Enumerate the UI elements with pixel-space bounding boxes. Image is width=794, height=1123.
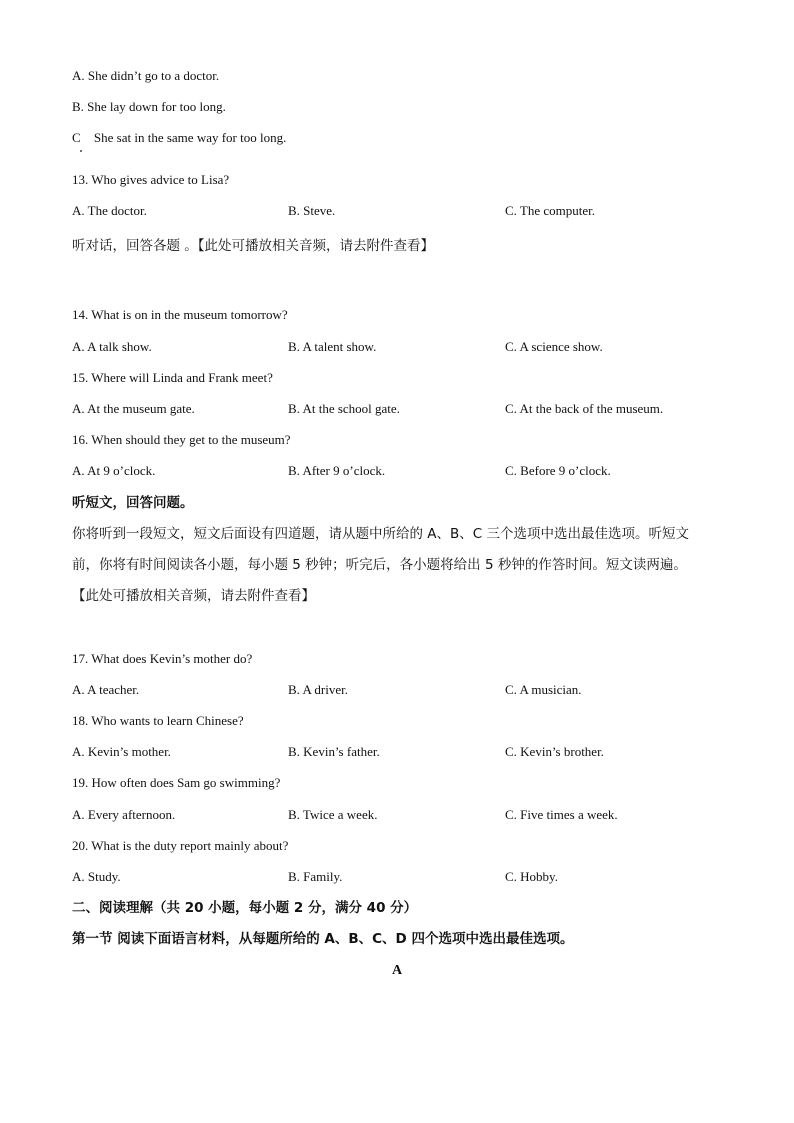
q13-option-c: C. The computer. [505,203,596,218]
q18-option-b: B. Kevin’s father. [288,744,380,759]
passage-instruction-line-1: 你将听到一段短文，短文后面设有四道题，请从题中所给的 A、B、C 三个选项中选出最佳选项。听短文 [72,526,690,542]
q17-option-a: A. A teacher. [72,682,140,697]
reading-heading: 二、阅读理解（共 20 小题，每小题 2 分，满分 40 分） [72,900,418,916]
q16-option-a: A. At 9 o’clock. [72,463,156,478]
q16-option-b: B. After 9 o’clock. [288,463,386,478]
q19-option-c: C. Five times a week. [505,807,618,822]
q13-option-a: A. The doctor. [72,203,147,218]
passage-instruction-line-2: 前，你将有时间阅读各小题，每小题 5 秒钟；听完后，各小题将给出 5 秒钟的作答时间。短文读两遍。 [72,557,687,573]
q15-option-a: A. At the museum gate. [72,401,195,416]
q14-option-a: A. A talk show. [72,339,152,354]
q15-option-c: C. At the back of the museum. [505,401,664,416]
q12-option-a: A. She didn’t go to a doctor. [72,68,220,83]
q18-option-a: A. Kevin’s mother. [72,744,171,759]
q20-option-a: A. Study. [72,869,121,884]
q14-question: 14. What is on in the museum tomorrow? [72,307,288,322]
passage-label: A [391,963,403,978]
q19-question: 19. How often does Sam go swimming? [72,775,281,790]
q12-option-c [72,130,286,146]
q20-option-b: B. Family. [288,869,343,884]
q19-option-a: A. Every afternoon. [72,807,176,822]
passage-heading: 听短文，回答问题。 [72,495,194,511]
dialogue-instruction: 听对话，回答各题 。【此处可播放相关音频，请去附件查看】 [72,238,435,254]
q17-option-c: C. A musician. [505,682,582,697]
q13-question: 13. Who gives advice to Lisa? [72,172,230,187]
q15-question: 15. Where will Linda and Frank meet? [72,370,273,385]
q16-question: 16. When should they get to the museum? [72,432,291,447]
q15-option-b: B. At the school gate. [288,401,400,416]
q12-option-c-letter: C [72,130,81,145]
stray-dot [80,150,82,152]
q18-option-c: C. Kevin’s brother. [505,744,604,759]
q20-question: 20. What is the duty report mainly about? [72,838,289,853]
q14-option-c: C. A science show. [505,339,603,354]
q20-option-c: C. Hobby. [505,869,558,884]
q12-option-b: B. She lay down for too long. [72,99,226,114]
q13-option-b: B. Steve. [288,203,336,218]
q16-option-c: C. Before 9 o’clock. [505,463,611,478]
q19-option-b: B. Twice a week. [288,807,378,822]
reading-subheading: 第一节 阅读下面语言材料，从每题所给的 A、B、C、D 四个选项中选出最佳选项。 [72,931,574,947]
passage-instruction-line-3: 【此处可播放相关音频，请去附件查看】 [72,588,315,604]
q14-option-b: B. A talent show. [288,339,377,354]
q18-question: 18. Who wants to learn Chinese? [72,713,244,728]
q17-option-b: B. A driver. [288,682,348,697]
q12-option-c-text: She sat in the same way for too long. [93,130,287,145]
q17-question: 17. What does Kevin’s mother do? [72,651,253,666]
